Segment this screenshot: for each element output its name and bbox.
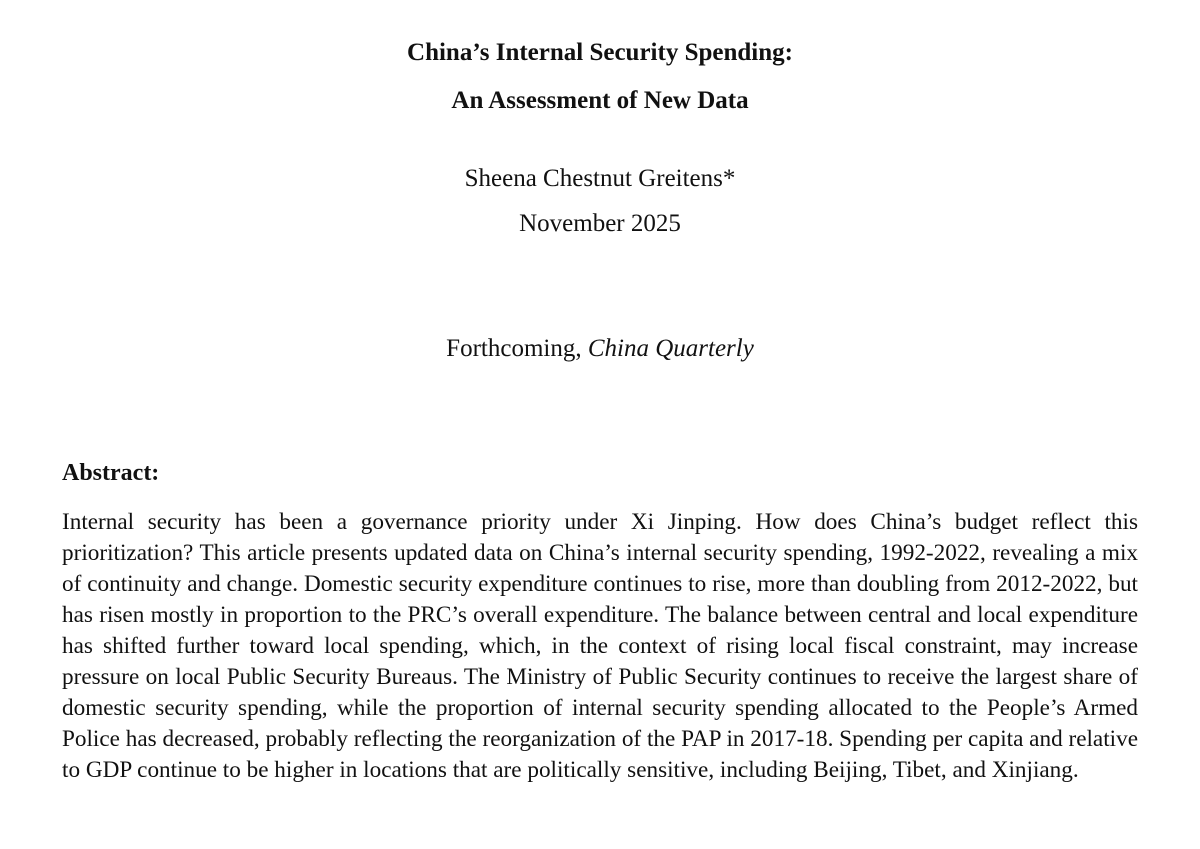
forthcoming-prefix: Forthcoming, [446, 335, 588, 362]
abstract-heading: Abstract: [62, 460, 160, 486]
publication-date: November 2025 [519, 210, 681, 237]
paper-title-line-1: China’s Internal Security Spending: [407, 39, 793, 66]
author-name: Sheena Chestnut Greitens* [464, 165, 736, 192]
journal-name: China Quarterly [587, 335, 754, 362]
forthcoming-note [0, 334, 1200, 364]
paper-title-line-2: An Assessment of New Data [451, 87, 749, 114]
abstract-text: Internal security has been a governance priority under Xi Jinping. How does China’s budget reflect this prioritization? This article presents updated data on China’s internal security spending, 1992-2022, revealing a mix of continuity and change. Domestic security expenditure continues to rise, more than doubling from 2012-2022, but has risen mostly in proportion to the PRC’s overall expenditure. The balance between central and local expenditure has shifted further toward local spending, which, in the context of rising local fiscal constraint, may increase pressure on local Public Security Bureaus. The Ministry of Public Security continues to receive the largest share of domestic security spending, while the proportion of internal security spending allocated to the People’s Armed Police has decreased, probably reflecting the reorganization of the PAP in 2017-18. Spending per capita and relative to GDP continue to be higher in locations that are politically sensitive, including Beijing, Tibet, and Xinjiang. [62, 509, 1138, 783]
